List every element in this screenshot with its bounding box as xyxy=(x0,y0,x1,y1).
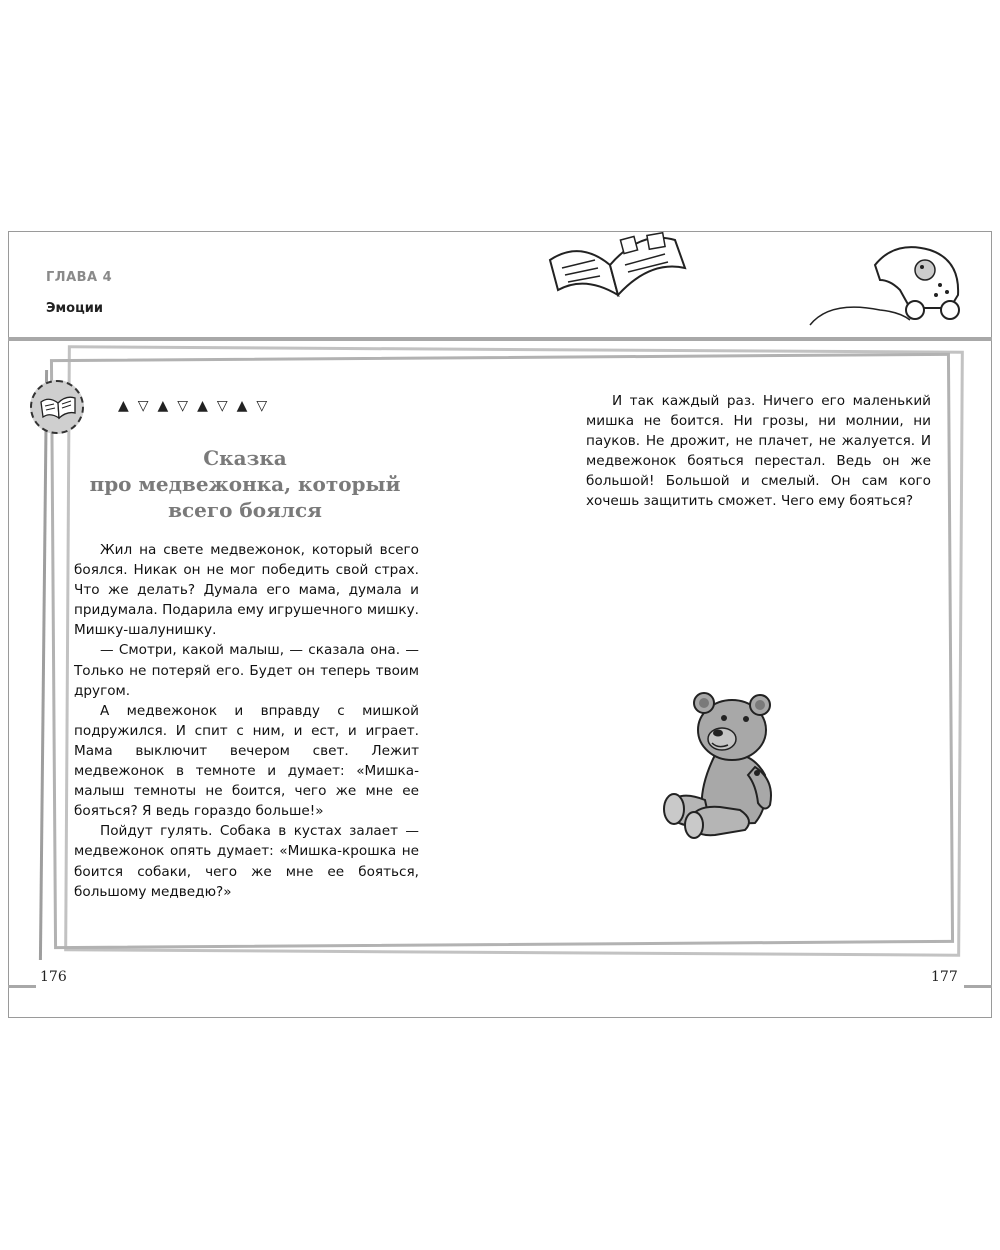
title-line: про медвежонка, который xyxy=(89,472,401,496)
badge xyxy=(30,380,84,434)
title-line: всего боялся xyxy=(168,498,322,522)
story-title xyxy=(70,445,420,523)
page-number-right: 177 xyxy=(931,969,958,985)
right-column-text xyxy=(586,391,931,512)
paragraph: А медвежонок и вправду с мишкой подружился. И спит с ним, и ест, и играет. Мама выключит вечером свет. Лежит медвежонок в темноте и думает: «Мишка-малыш темноты не боится, чего же мне ее бояться? Я ведь гораздо больше!» xyxy=(74,702,419,820)
paragraph: Жил на свете медвежонок, который всего боялся. Никак он не мог победить свой страх. Что же делать? Думала его мама, думала и придумала. Подарила ему игрушечного мишку. Мишку-шалунишку. xyxy=(74,542,419,639)
open-book-icon xyxy=(39,392,77,422)
footer-rule-left xyxy=(8,985,36,988)
section-title: Эмоции xyxy=(46,301,103,316)
open-book-icon xyxy=(540,220,690,305)
header-divider xyxy=(8,337,992,341)
footer-rule-right xyxy=(964,985,992,988)
triangle-ornament: ▲▽▲▽▲▽▲▽ xyxy=(118,398,277,414)
left-column-text xyxy=(74,540,419,902)
paragraph: — Смотри, какой малыш, — сказала она. — Только не потеряй его. Будет он теперь твоим другом. xyxy=(74,642,419,699)
teddy-bear-icon xyxy=(660,685,785,845)
paragraph: И так каждый раз. Ничего его маленький мишка не боится. Ни грозы, ни молнии, ни пауков. Не дрожит, не плачет, не жалуется. И медвежонок бояться перестал. Ведь он же большой! Большой и смелый. Он сам кого хочешь защитить сможет. Чего ему бояться? xyxy=(586,393,931,510)
paragraph: Пойдут гулять. Собака в кустах залает — медвежонок опять думает: «Мишка-крошка не боится собаки, чего же мне ее бояться, большому медведю?» xyxy=(74,823,419,900)
page-number-left: 176 xyxy=(40,969,67,985)
chapter-label: ГЛАВА 4 xyxy=(46,270,113,285)
title-line: Сказка xyxy=(203,446,287,470)
pull-toy-icon xyxy=(800,240,970,335)
